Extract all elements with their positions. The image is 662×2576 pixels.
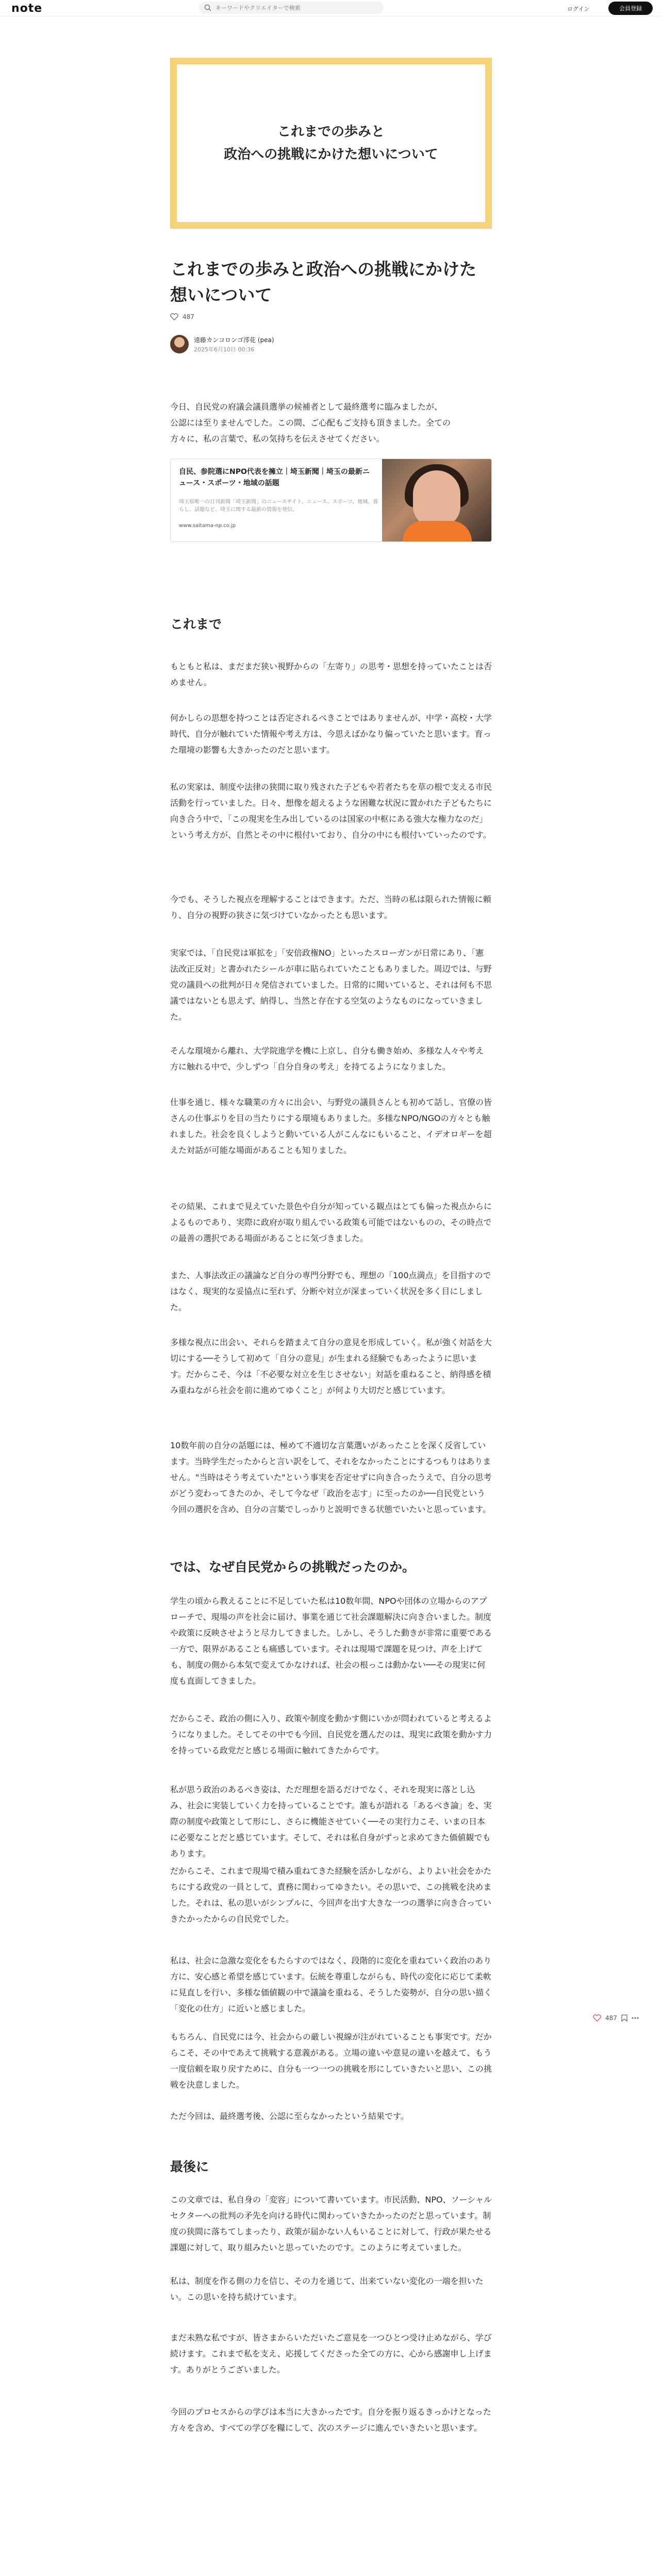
section-heading: これまで	[170, 617, 222, 632]
side-action-bar	[593, 2014, 639, 2022]
paragraph: そんな環境から離れ、大学院進学を機に上京し、自分も働き始め、多様な人々や考え方に触れる中で、少しずつ「自分自身の考え」を持てるようになりました。	[170, 1046, 484, 1072]
top-bar	[0, 0, 662, 16]
paragraph: だからこそ、これまで現場で積み重ねてきた経験を活かしながら、よりよい社会をかたちにする政党の一員として、責務に関わってゆきたい。その思いで、この挑戦を決めました。それは、私の思いがシンプルに、今回声を出す大きな一つの選挙に向き合っていきたかったからの自民党でした。	[170, 1866, 492, 1924]
paragraph: 実家では、「自民党は軍拡を」「安倍政権NO」といったスローガンが日常にあり、「憲法改正反対」と書かれたシールが車に貼られていたこともありました。周辺では、与野党の議員への批判が日々発信されていました。日常的に聞いていると、それは何も不思議ではないとも思えず、納得し、当然と存在する空気のようなものになっていきました。	[170, 948, 492, 1022]
article-title: これまでの歩みと政治への挑戦にかけた想いについて	[170, 259, 476, 305]
note-logo[interactable]: note	[11, 2, 43, 15]
search-input[interactable]	[216, 5, 370, 11]
paragraph: 私の実家は、制度や法律の狭間に取り残された子どもや若者たちを草の根で支える市民活動を行っていました。日々、想像を超えるような困難な状況に置かれた子どもたちに向き合う中で、「この現実を生み出しているのは国家の中枢にある強大な権力なのだ」という考え方が、自然とその中に根付いており、自分の中にも根付いていったのです。	[170, 782, 492, 840]
author-row[interactable]	[170, 335, 492, 353]
paragraph: 仕事を通じ、様々な職業の方々に出会い、与野党の議員さんとも初めて話し、官僚の皆さんの仕事ぶりを目の当たりにする環境もありました。多様なNPO/NGOの方々とも触れました。社会を良くしようと動いている人がこんなにもいること、イデオロギーを超えた対話が可能な場面があることも知りました。	[170, 1097, 492, 1155]
hero-line-1: これまでの歩みと	[277, 124, 385, 140]
paragraph: だからこそ、政治の側に入り、政策や制度を動かす側にいかが問われていると考えるようになりました。そしてその中でも今回、自民党を選んだのは、現実に政策を動かす力を持っている政党だと感じる場面に触れてきたからです。	[170, 1714, 492, 1755]
intro-line: 今日、自民党の府議会議員選挙の候補者として最終選考に臨みましたが、	[170, 402, 443, 412]
paragraph: 私は、制度を作る側の力を信じ、その力を通じて、出来ていない変化の一端を担いたい。この思いを持ち続けています。	[170, 2276, 484, 2302]
paragraph: ただ今回は、最終選考後、公認に至らなかったという結果です。	[170, 2111, 409, 2121]
heart-icon[interactable]	[593, 2014, 601, 2022]
paragraph: 今回のプロセスからの学びは本当に大きかったです。自分を振り返るきっかけとなった方々を含め、すべての学びを糧にして、次のステージに進んでいきたいと思います。	[170, 2407, 491, 2433]
link-card[interactable]	[170, 459, 492, 542]
like-count: 487	[183, 313, 194, 320]
paragraph: 学生の頃から教えることに不足していた私は10数年間、NPOや団体の立場からのアプローチで、現場の声を社会に届け、事業を通じて社会課題解決に向き合いました。制度や政策に反映させようと尽力してきました。しかし、そうした動きが非常に重要である一方で、限界があることも痛感しています。それは現場で課題を見つけ、声を上げても、制度の側から本気で変えてかなければ、社会の根っこは動かない──その現実に何度も直面してきました。	[170, 1596, 492, 1686]
intro-line: 方々に、私の言葉で、私の気持ちを伝えさせてください。	[170, 434, 385, 444]
paragraph: この文章では、私自身の「変容」について書いています。市民活動、NPO、ソーシャルセクターへの批判の矛先を向ける時代に関わっていきたかったのだと思っています。制度の狭間に落ちてしまったり、政策が届かない人もいることに対して、行政が果たせる課題に対して、取り組みたいと思っていたのです。このように考えていました。	[170, 2195, 492, 2252]
login-link[interactable]: ログイン	[567, 6, 590, 12]
link-card-title: 自民、参院選にNPO代表を擁立｜埼玉新聞｜埼玉の最新ニュース・スポーツ・地域の話題	[179, 468, 370, 487]
more-icon[interactable]	[632, 2017, 639, 2019]
paragraph: もともと私は、まだまだ狭い視野からの「左寄り」の思考・思想を持っていたことは否めません。	[170, 662, 492, 687]
hero-line-2: 政治への挑戦にかけた想いについて	[224, 147, 438, 162]
link-card-description: 埼玉県唯一の日刊新聞「埼玉新聞」のニュースサイト。ニュース、スポーツ、地域、暮らし、話題など、埼玉に関する最新の情報を発信。	[179, 499, 378, 513]
section-heading: では、なぜ自民党からの挑戦だったのか。	[170, 1560, 416, 1574]
paragraph: 多様な視点に出会い、それらを踏まえて自分の意見を形成していく。私が強く対話を大切にする──そうして初めて「自分の意見」が生まれる経験でもあったように思います。だからこそ、今は「不必要な対立を生じさせない」対話を重ねること、納得感を積み重ねながら社会を前に進めてゆくこと」が何より大切だと感じています。	[170, 1337, 492, 1395]
avatar[interactable]	[170, 335, 189, 353]
paragraph: 何かしらの思想を持つことは否定されるべきことではありませんが、中学・高校・大学時代、自分が触れていた情報や考え方は、今思えばかなり偏っていたと思います。育った環境の影響も大きかったのだと思います。	[170, 713, 492, 755]
side-like-count: 487	[605, 2014, 617, 2022]
paragraph: 今でも、そうした視点を理解することはできます。ただ、当時の私は限られた情報に頼り、自分の視野の狭さに気づけていなかったとも思います。	[170, 894, 491, 920]
paragraph: また、人事法改正の議論など自分の専門分野でも、理想の「100点満点」を目指すのではなく、現実的な妥協点に至れず、分断や対立が深まっていく状況を多く目にしました。	[170, 1270, 491, 1312]
intro-line: 公認には至りませんでした。この間、ご心配もご支持も頂きました。全ての	[170, 418, 451, 428]
paragraph: 私は、社会に急激な変化をもたらすのではなく、段階的に変化を重ねていく政治のあり方に、安心感と希望を感じています。伝統を尊重しながらも、時代の変化に応じて柔軟に見直しを行い、多様な価値観の中で議論を重ねる、そうした姿勢が、自分の思い描く「変化の仕方」に近いと感じました。	[170, 1956, 492, 2013]
link-card-domain: www.saitama-np.co.jp	[179, 523, 236, 529]
search-box[interactable]	[199, 2, 384, 14]
paragraph: その結果、これまで見えていた景色や自分が知っている観点はとても偏った視点からによるものであり、実際に政府が取り組んでいる政策も可能ではないものの、その時点での最善の選択である場面があることに気づきました。	[170, 1201, 492, 1243]
search-icon	[204, 4, 211, 11]
paragraph: もちろん、自民党には今、社会からの厳しい視線が注がれていることも事実です。だからこそ、その中であえて挑戦する意義がある。立場の違いや意見の違いを越えて、もう一度信頼を取り戻すために、自分も一つ一つの挑戦を形にしていきたいと思い、この挑戦を決意しました。	[170, 2032, 492, 2090]
intro-paragraph	[170, 399, 492, 447]
heart-icon[interactable]	[170, 313, 178, 320]
signup-button[interactable]: 会員登録	[608, 2, 653, 15]
paragraph: まだ未熟な私ですが、皆さまからいただいたご意見を一つひとつ受け止めながら、学び続けます。これまで私を支え、応援してくださった全ての方に、心から感謝申し上げます。ありがとうございました。	[170, 2333, 492, 2375]
bookmark-icon[interactable]	[621, 2014, 627, 2022]
paragraph: 私が思う政治のあるべき姿は、ただ理想を語るだけでなく、それを現実に落とし込み、社会に実装していく力を持っていることです。誰もが語れる「あるべき論」を、実際の制度や政策として形にし、さらに機能させていく──その実行力こそ、いまの日本に必要なことだと感じています。そして、それは私自身がずっと求めてきた価値観でもあります。	[170, 1785, 492, 1858]
hero-image	[170, 58, 492, 229]
section-heading: 最後に	[170, 2159, 209, 2174]
author-name[interactable]: 遠藤カンコロンゴ澪花 (pea)	[194, 336, 274, 344]
link-card-thumbnail	[382, 459, 492, 542]
paragraph: 10数年前の自分の話題には、極めて不適切な言葉選いがあったことを深く反省しています。当時学生だったからと言い訳をして、それをなかったことにするつもりはありません。"当時はそう考えていた"という事実を否定せずに向き合ったうえで、自分の思考がどう変わってきたのか、そして今なぜ「政治を志す」に至ったのか──自民党という今回の選択を含め、自分の言葉でしっかりと説明できる状態でいたいと思っています。	[170, 1440, 492, 1514]
title-likes[interactable]	[170, 313, 492, 320]
post-date: 2025年6月10日 00:36	[194, 346, 255, 353]
